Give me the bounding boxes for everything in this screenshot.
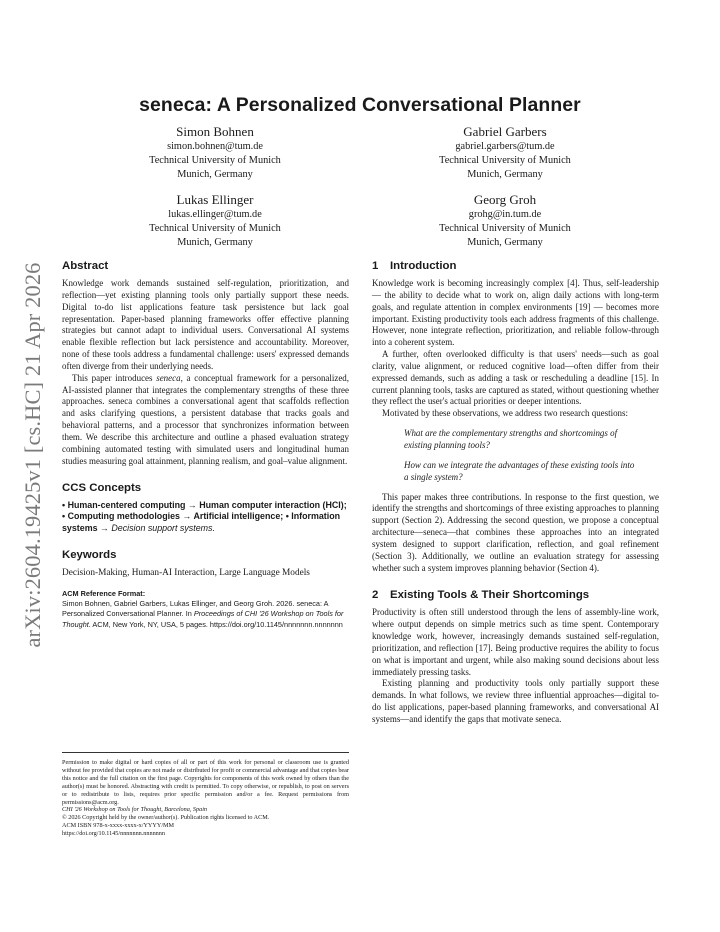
- doi-line[interactable]: https://doi.org/10.1145/nnnnnnn.nnnnnnn: [62, 830, 165, 838]
- footnote-rule: [62, 752, 349, 753]
- left-column: [62, 259, 349, 630]
- permission-text: Permission to make digital or hard copies of all or part of this work for personal or classroom use is granted without fee provided that copies are not made or distributed for profit or commercial advantage and that copies bear this notice and the full citation on the first page. Copyrights for components of this work owned by others than the author(s) must be honored. Abstracting with credit is permitted. To copy otherwise, or republish, to post on servers or to redistribute to lists, requires prior specific permission and/or a fee. Request permissions from permissions@acm.org.: [62, 759, 349, 806]
- section-title: Introduction: [390, 260, 457, 272]
- author-location: Munich, Germany: [467, 237, 543, 248]
- author-email[interactable]: simon.bohnen@tum.de: [167, 141, 263, 152]
- section-heading-introduction: [372, 259, 659, 273]
- venue-line: CHI '26 Workshop on Tools for Thought, Barcelona, Spain: [62, 806, 208, 814]
- author-name: Georg Groh: [473, 192, 537, 207]
- author-block: [385, 124, 625, 182]
- reference-text: Simon Bohnen, Gabriel Garbers, Lukas Ellinger, and Georg Groh. 2026. seneca: A Personalized Conversational Planner. In: [62, 599, 329, 619]
- arxiv-identifier[interactable]: arXiv:2604.19425v1 [cs.HC] 21 Apr 2026: [20, 262, 45, 648]
- abstract-paragraph: Knowledge work demands sustained self-regulation, prioritization, and reflection—yet existing planning tools only partially support these needs. Digital to-do list applications feature task persistence but lack goal representation. Paper-based planning frameworks offer effective planning strategies but cannot adapt to individual users. Conversational AI systems enable flexible reflection but lack persistence and accountability. Moreover, none of these tools address a fundamental challenge: users' expressed demands often diverge from their underlying needs.: [62, 278, 349, 371]
- body-paragraph: Motivated by these observations, we address two research questions:: [382, 408, 628, 419]
- author-affiliation: Technical University of Munich: [149, 155, 281, 166]
- ccs-concept: • Information systems →: [62, 511, 341, 533]
- author-location: Munich, Germany: [177, 237, 253, 248]
- author-affiliation: Technical University of Munich: [149, 223, 281, 234]
- ccs-concept: • Human-centered computing → Human computer interaction (HCI);: [62, 499, 347, 510]
- reference-venue: Proceedings of CHI '26 Workshop on Tools for Thought: [62, 609, 344, 629]
- keywords-text: Decision-Making, Human-AI Interaction, Large Language Models: [62, 568, 310, 578]
- abstract-text: This paper introduces: [72, 372, 157, 383]
- abstract-heading: Abstract: [62, 260, 109, 272]
- keywords-heading: Keywords: [62, 549, 117, 561]
- author-name: Gabriel Garbers: [463, 124, 547, 139]
- ccs-concept-leaf: Decision support systems.: [111, 522, 215, 533]
- author-email[interactable]: gabriel.garbers@tum.de: [455, 141, 555, 152]
- author-affiliation: Technical University of Munich: [439, 223, 571, 234]
- author-location: Munich, Germany: [467, 169, 543, 180]
- section-number: 2: [372, 589, 379, 602]
- ccs-concepts: [62, 500, 349, 535]
- body-paragraph: A further, often overlooked difficulty is that users' needs—such as goal clarity, value alignment, or reduced cognitive load—often differ from their expressed demands, such as adding a task or rescheduling a deadline [15]. In current planning tools, tasks are captured as stated, without questioning whether they reflect the user's actual priorities or deeper intentions.: [372, 349, 659, 407]
- reference-doi[interactable]: . ACM, New York, NY, USA, 5 pages. https://doi.org/10.1145/nnnnnnn.nnnnnnn: [88, 619, 343, 629]
- abstract-paragraph: [62, 373, 349, 468]
- section-heading-existing-tools: [372, 588, 659, 602]
- author-block: [95, 124, 335, 182]
- research-question: What are the complementary strengths and shortcomings of existing planning tools?: [404, 428, 618, 450]
- author-name: Simon Bohnen: [176, 124, 254, 139]
- author-email[interactable]: grohg@in.tum.de: [468, 209, 542, 220]
- research-question: How can we integrate the advantages of these existing tools into a single system?: [404, 459, 635, 482]
- permission-block: [62, 752, 349, 838]
- paper-title: seneca: A Personalized Conversational Planner: [139, 94, 581, 116]
- section-number: 1: [372, 260, 379, 272]
- author-block: [385, 192, 625, 250]
- ccs-heading: CCS Concepts: [62, 481, 142, 494]
- abstract-text: , a conceptual framework for a personalized, AI-assisted planner that integrates the complementary strengths of these three approaches. seneca combines a conversational agent that scaffolds reflection and asks clarifying questions, a persistent database that tracks goals and behavioral patterns, and a processor that synchronizes information between them. We describe this architecture and outline a phased evaluation strategy combining automated testing with simulated users and longitudinal human studies measuring goal attainment, planning realism, and goal–value alignment.: [62, 372, 349, 466]
- copyright-line: © 2026 Copyright held by the owner/author(s). Publication rights licensed to ACM.: [62, 814, 270, 822]
- permission-notice: [62, 759, 349, 838]
- ccs-concept: • Computing methodologies → Artificial intelligence;: [62, 511, 284, 521]
- body-paragraph: Knowledge work is becoming increasingly complex [4]. Thus, self-leadership — the ability to decide what to work on, align daily actions with long-term goals, and regulate attention in complex environments [19] — becomes more important. Existing productivity tools each address fragments of this challenge. However, none integrate reflection, prioritization, and reliable follow-through into a coherent system.: [372, 278, 659, 348]
- body-paragraph: Existing planning and productivity tools only partially support these demands. In what follows, we review three influential approaches—digital to-do list applications, paper-based planning frameworks, and conversational AI systems—and identify the gaps that motivate seneca.: [372, 678, 659, 724]
- right-column: [372, 259, 659, 726]
- author-name: Lukas Ellinger: [176, 192, 254, 207]
- author-affiliation: Technical University of Munich: [439, 155, 571, 166]
- author-block: [95, 192, 335, 250]
- system-name: seneca: [156, 372, 181, 383]
- reference-format-heading: ACM Reference Format:: [62, 589, 146, 598]
- author-email[interactable]: lukas.ellinger@tum.de: [168, 209, 262, 220]
- author-location: Munich, Germany: [177, 169, 253, 180]
- reference-format-text: [62, 599, 349, 630]
- body-paragraph: This paper makes three contributions. In response to the first question, we identify the strengths and shortcomings of three existing approaches to planning support (Section 2). Addressing the second question, we propose a conceptual architecture—seneca—that combines these approaches into an integrated system designed to support clarification, reflection, and goal refinement (Section 3). Additionally, we outline an evaluation strategy for assessing whether such a system improves planning behavior (Section 4).: [372, 491, 659, 573]
- body-paragraph: Productivity is often still understood through the lens of assembly-line work, where output depends on simple metrics such as time spent. Contemporary knowledge work, however, increasingly demands sustained self-regulation, prioritization, and reflection [17]. Being productive requires the ability to focus on what is important and urgent, while also making sound decisions about less immediately pressing tasks.: [372, 607, 659, 677]
- section-title: Existing Tools & Their Shortcomings: [390, 589, 590, 602]
- isbn-line: ACM ISBN 978-x-xxxx-xxxx-x/YYYY/MM: [62, 822, 175, 830]
